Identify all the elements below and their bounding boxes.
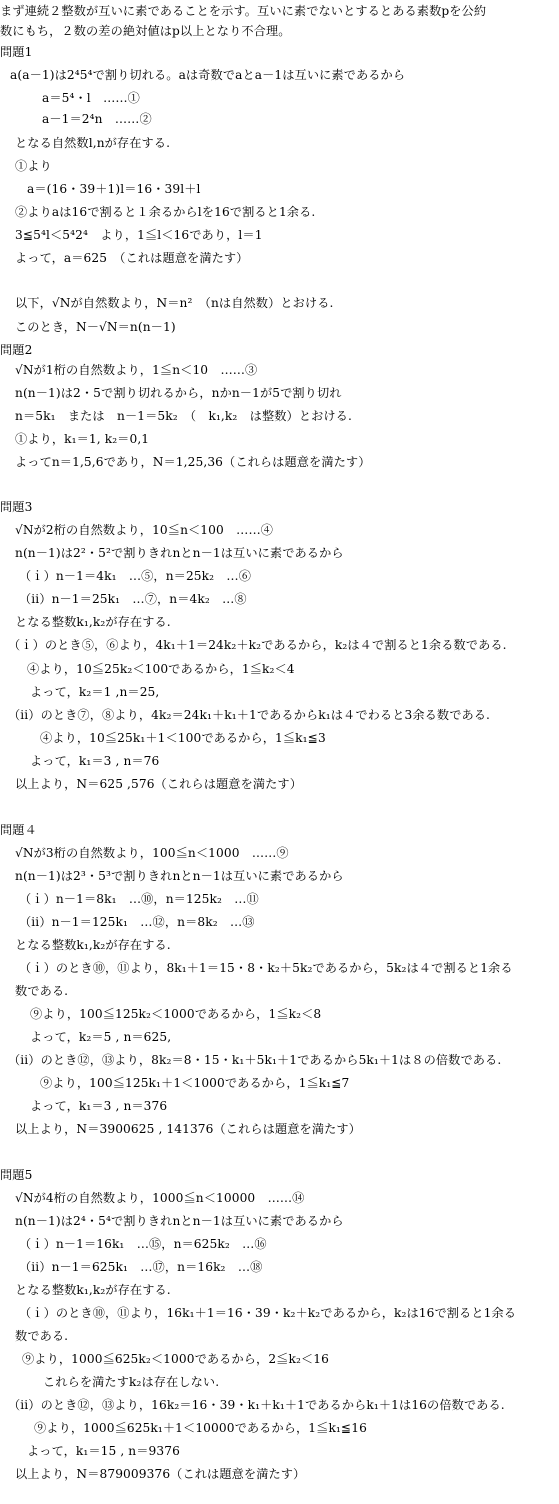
text-line: n(n－1)は2・5で割り切れるから，nかn－1が5で割り切れ	[15, 386, 342, 400]
text-line: このとき，N－√N＝n(n－1)	[15, 320, 176, 334]
text-line: となる整数k₁,k₂が存在する.	[15, 615, 171, 629]
text-line: 以上より，N＝879009376（これは題意を満たす）	[15, 1467, 306, 1481]
text-line: （ｉ）のとき⑩，⑪より，16k₁＋1＝16・39・k₂＋k₂であるから，k₂は16で割ると1余る	[19, 1306, 517, 1320]
text-line: 3≦5⁴l＜5⁴2⁴ より，1≦l＜16であり，l＝1	[15, 228, 263, 242]
text-line: （ｉ）n－1＝8k₁ …⑩，n＝125k₂ …⑪	[19, 892, 259, 906]
text-line: √Nが3桁の自然数より，100≦n＜1000 ……⑨	[15, 846, 289, 860]
text-line: ⑨より，100≦125k₂＜1000であるから，1≦k₂＜8	[30, 1007, 322, 1021]
text-line: a＝(16・39＋1)l＝16・39l＋l	[27, 182, 201, 196]
text-line: 問題1	[0, 45, 33, 59]
text-line: となる整数k₁,k₂が存在する.	[15, 1283, 171, 1297]
text-line: ②よりaは16で割ると１余るからlを16で割ると1余る.	[15, 205, 316, 219]
text-line: n(n－1)は2⁴・5⁴で割りきれnとn－1は互いに素であるから	[15, 1214, 344, 1228]
text-line: 以下，√Nが自然数より，N＝n² （nは自然数）とおける.	[15, 296, 334, 310]
text-line: 問題3	[0, 500, 33, 514]
text-line: （ii）n－1＝625k₁ …⑰，n＝16k₂ …⑱	[19, 1260, 263, 1274]
text-line: （ｉ）n－1＝16k₁ …⑮，n＝625k₂ …⑯	[19, 1237, 267, 1251]
text-line: ④より，10≦25k₁＋1＜100であるから，1≦k₁≦3	[40, 731, 326, 745]
text-line: （ｉ）のとき⑤，⑥より，4k₁＋1＝24k₂＋k₂であるから，k₂は４で割ると1余る数である.	[8, 638, 507, 652]
text-line: となる自然数l,nが存在する.	[15, 136, 171, 150]
text-line: 数にもち，２数の差の絶対値はp以上となり不合理。	[0, 24, 291, 38]
text-line: ⑨より，1000≦625k₂＜1000であるから，2≦k₂＜16	[22, 1352, 329, 1366]
text-line: ④より，10≦25k₂＜100であるから，1≦k₂＜4	[27, 662, 295, 676]
text-line: a－1＝2⁴n ……②	[42, 112, 152, 126]
text-line: a(a－1)は2⁴5⁴で割り切れる。aは奇数でaとa－1は互いに素であるから	[10, 68, 406, 82]
text-line: よって，k₂＝1 ,n＝25,	[30, 685, 160, 699]
text-line: （ii）n－1＝125k₁ …⑫，n＝8k₂ …⑬	[19, 915, 255, 929]
text-line: √Nが2桁の自然数より，10≦n＜100 ……④	[15, 523, 274, 537]
text-line: まず連続２整数が互いに素であることを示す。互いに素でないとするとある素数pを公約	[0, 4, 487, 18]
text-line: 数である.	[15, 984, 69, 998]
text-line: a＝5⁴・l ……①	[42, 91, 140, 105]
text-line: （ii）のとき⑦，⑧より，4k₂＝24k₁＋k₁＋1であるからk₁は４でわると3余る数である.	[8, 708, 491, 722]
text-line: 以上より，N＝625 ,576（これらは題意を満たす）	[15, 777, 303, 791]
text-line: （ii）のとき⑫，⑬より，8k₂＝8・15・k₁＋5k₁＋1であるから5k₁＋1は８の倍数である.	[8, 1053, 502, 1067]
text-line: 問題2	[0, 343, 33, 357]
text-line: よってn＝1,5,6であり，N＝1,25,36（これらは題意を満たす）	[15, 455, 371, 469]
text-line: （ii）n－1＝25k₁ …⑦，n＝4k₂ …⑧	[19, 592, 247, 606]
text-line: ①より	[15, 159, 52, 173]
text-line: n＝5k₁ または n－1＝5k₂ （ k₁,k₂ は整数）とおける.	[15, 409, 352, 423]
text-line: よって，a＝625 （これは題意を満たす）	[15, 251, 249, 265]
text-line: 数である.	[15, 1329, 69, 1343]
text-line: （ii）のとき⑫，⑬より，16k₂＝16・39・k₁＋k₁＋1であるからk₁＋1は16の倍数である.	[8, 1398, 505, 1412]
text-line: ⑨より，100≦125k₁＋1＜1000であるから，1≦k₁≦7	[40, 1076, 350, 1090]
text-line: となる整数k₁,k₂が存在する.	[15, 938, 171, 952]
text-line: 以上より，N＝3900625 , 141376（これらは題意を満たす）	[15, 1122, 361, 1136]
text-line: n(n－1)は2²・5²で割りきれnとn－1は互いに素であるから	[15, 546, 344, 560]
text-line: ①より，k₁＝1, k₂＝0,1	[15, 432, 150, 446]
text-line: n(n－1)は2³・5³で割りきれnとn－1は互いに素であるから	[15, 869, 344, 883]
text-line: （ｉ）n－1＝4k₁ …⑤，n＝25k₂ …⑥	[19, 569, 251, 583]
text-line: √Nが4桁の自然数より，1000≦n＜10000 ……⑭	[15, 1191, 305, 1205]
text-line: √Nが1桁の自然数より，1≦n＜10 ……③	[15, 363, 258, 377]
text-line: ⑨より，1000≦625k₁＋1＜10000であるから，1≦k₁≦16	[34, 1421, 367, 1435]
text-line: よって，k₂＝5 , n＝625,	[30, 1030, 172, 1044]
text-line: 問題４	[0, 823, 37, 837]
text-line: （ｉ）のとき⑩，⑪より，8k₁＋1＝15・8・k₂＋5k₂であるから，5k₂は４で割ると1余る	[19, 961, 513, 975]
text-line: よって，k₁＝3 , n＝376	[30, 1099, 168, 1113]
text-line: よって，k₁＝3 , n＝76	[30, 754, 160, 768]
text-line: 問題5	[0, 1168, 33, 1182]
text-line: これらを満たすk₂は存在しない.	[43, 1375, 220, 1389]
text-line: よって，k₁＝15 , n＝9376	[27, 1444, 180, 1458]
